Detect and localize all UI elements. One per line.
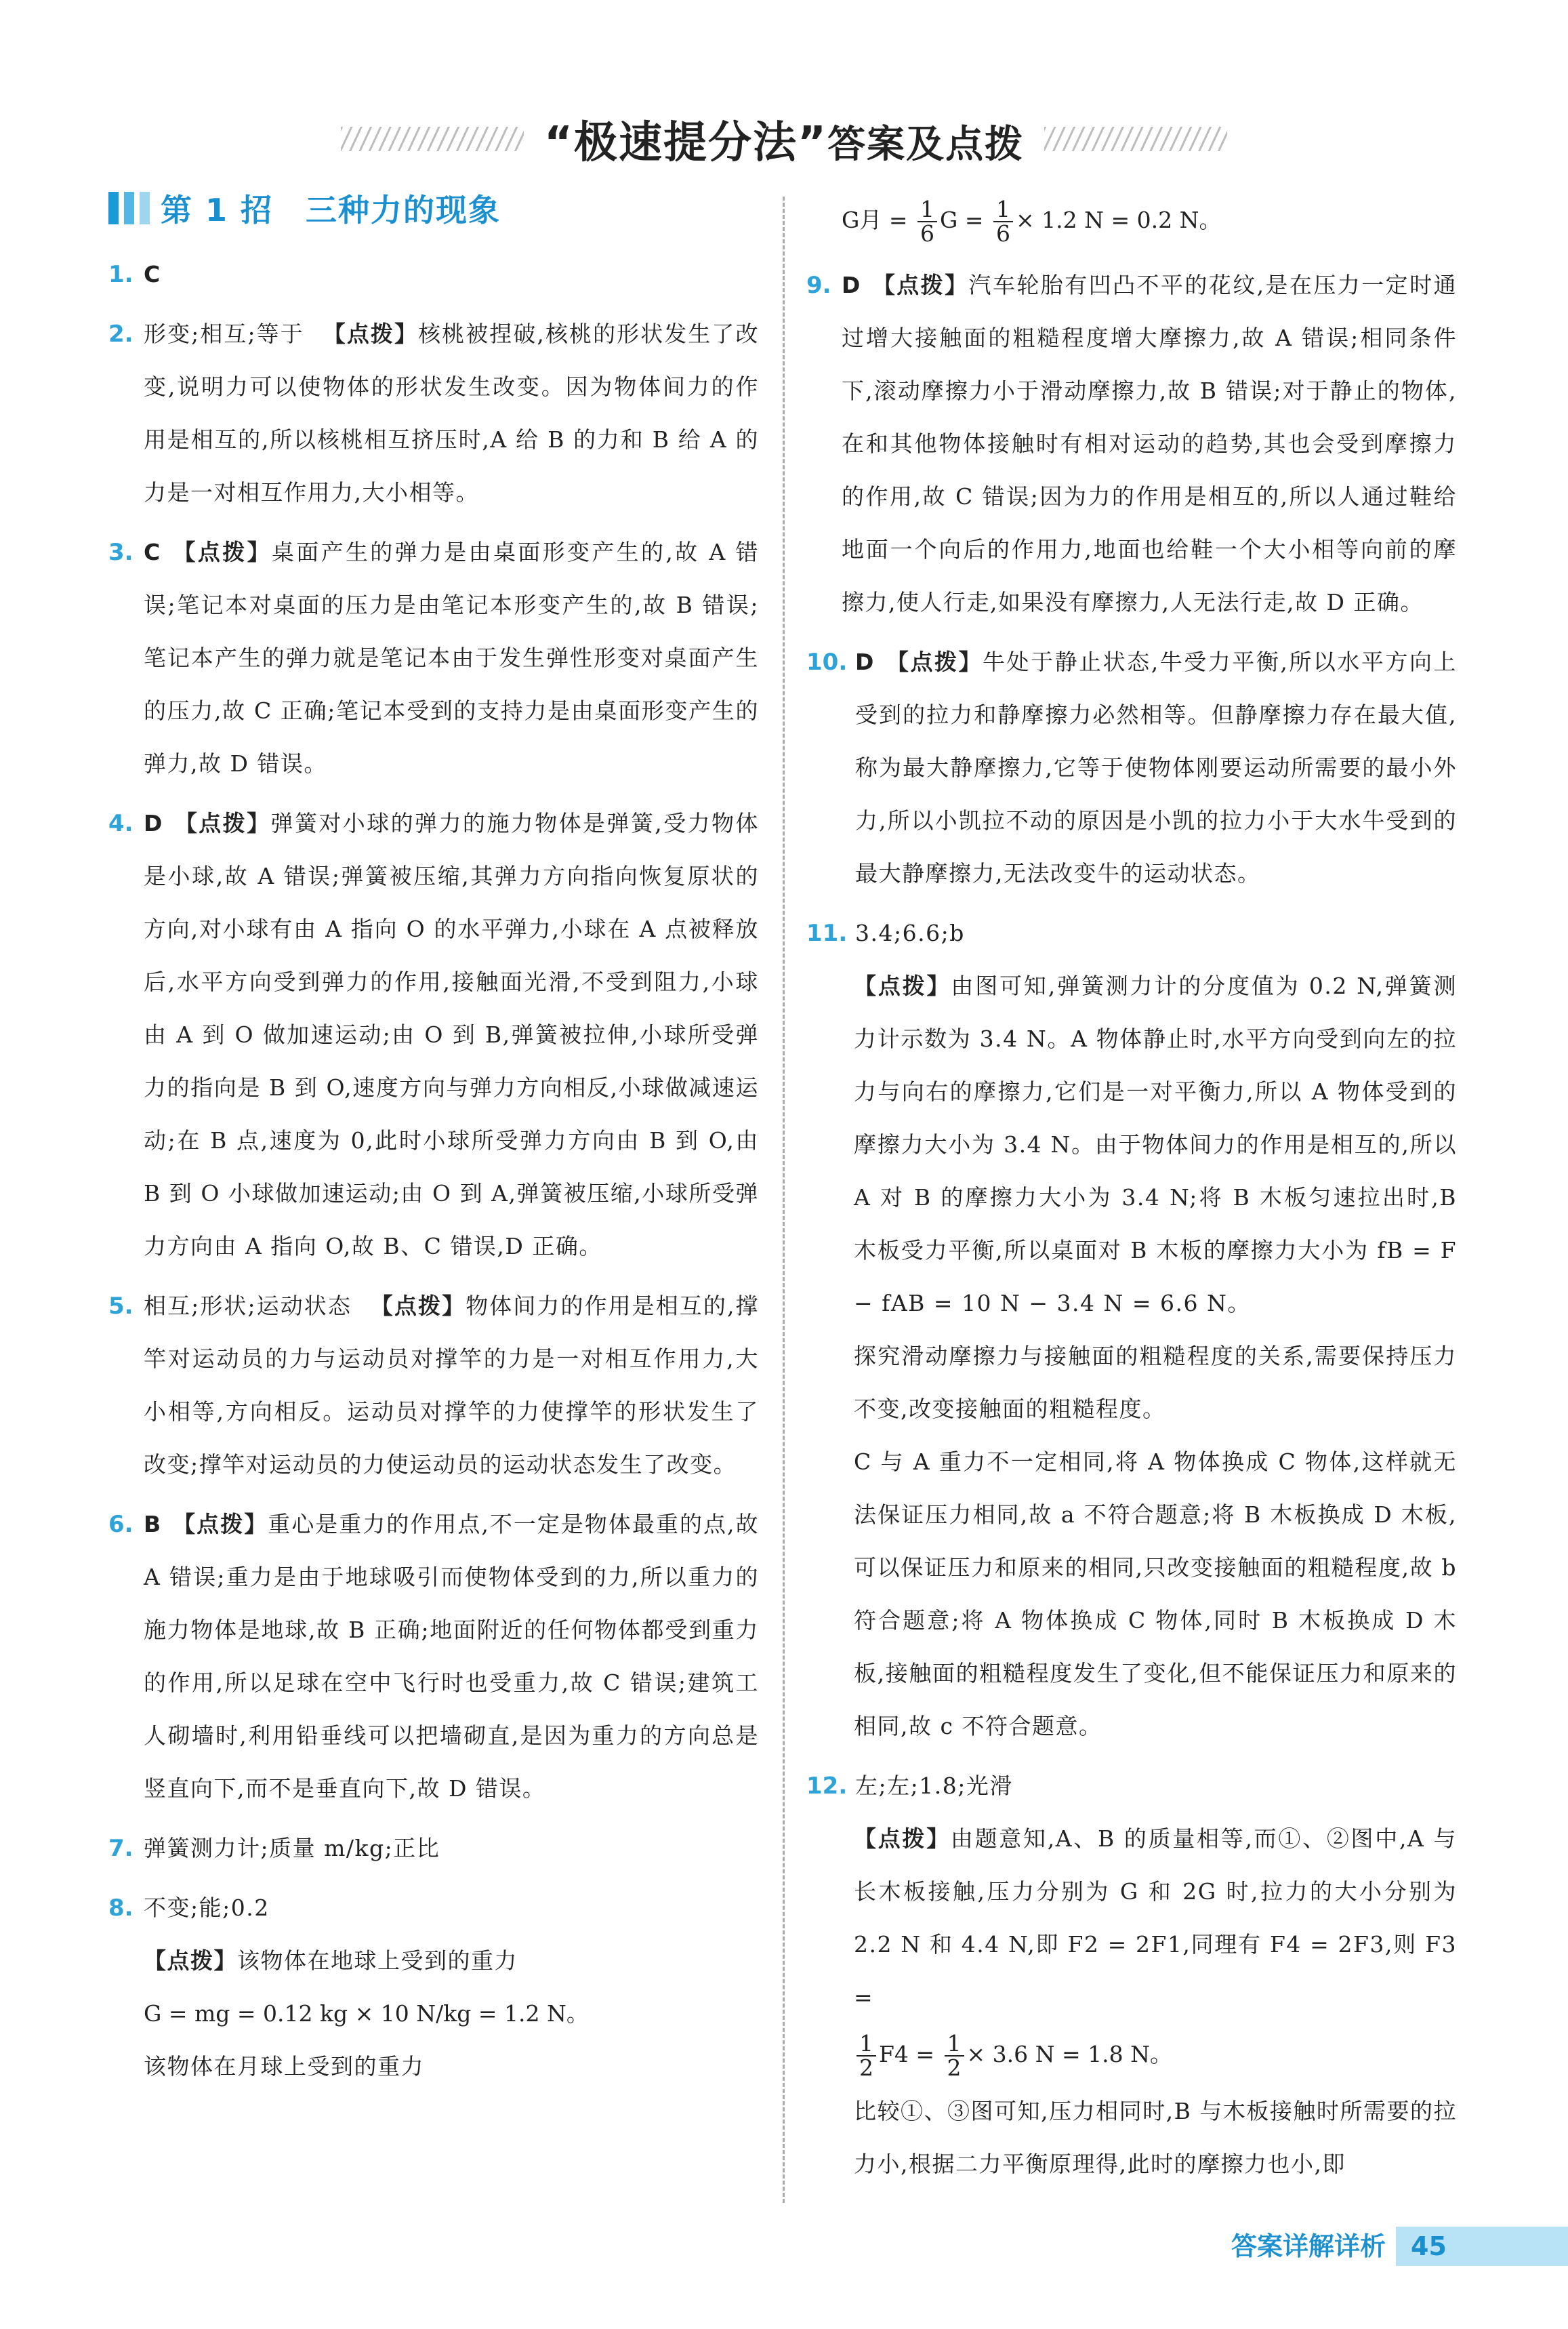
fraction [945,2032,964,2080]
item-number: 3. [108,539,133,566]
answer-item-4 [108,797,759,1273]
denominator: 6 [996,220,1011,247]
item-number: 1. [108,261,133,288]
section-bars-icon [108,192,150,224]
page-header [0,102,1568,176]
fraction [917,198,937,245]
item-number: 10. [806,649,848,676]
page-number: 45 [1396,2227,1568,2266]
item-number: 11. [806,920,848,947]
item-number: 12. [806,1773,848,1800]
item-11-para2: 探究滑动摩擦力与接触面的粗糙程度的关系,需要保持压力不变,改变接触面的粗糙程度。 [854,1343,1457,1422]
explanation: 汽车轮胎有凹凸不平的花纹,是在压力一定时通过增大接触面的粗糙程度增大摩擦力,故 A 错误;相同条件下,滚动摩擦力小于滑动摩擦力,故 B 错误;对于静止的物体,在和其他物体接触时有相对运动的趋势,其也会受到摩擦力的作用,故 C 错误;因为力的作用是相互的,所以人通过鞋给地面一个向后的作用力,地面也给鞋一个大小相等向前的摩擦力,使人行走,如果没有摩擦力,人无法行走,故 D 正确。 [842,272,1457,615]
fraction [857,2032,876,2080]
explanation: 由图可知,弹簧测力计的分度值为 0.2 N,弹簧测力计示数为 3.4 N。A 物体静止时,水平方向受到向左的拉力与向右的摩擦力,它们是一对平衡力,所以 A 物体受到的摩擦力大小为 3.4 N。由于物体间力的作用是相互的,所以 A 对 B 的摩擦力大小为 3.4 N;将 B 木板匀速拉出时,B 木板受力平衡,所以桌面对 B 木板的摩擦力大小为 fB = F − fAB = 10 N − 3.4 N = 6.6 N。 [854,973,1457,1316]
denominator: 2 [859,2054,873,2081]
header-hatch-left [341,127,524,151]
explanation: 由题意知,A、B 的质量相等,而①、②图中,A 与长木板接触,压力分别为 G 和 2G 时,拉力的大小分别为 2.2 N 和 4.4 N,即 F2 = 2F1,同理有 F4 = 2F3,则 F3 = [854,1825,1457,2010]
tip-label: 【点拨】 [323,321,419,347]
section-title [108,178,759,239]
answer-item-7 [108,1822,759,1875]
item-number: 6. [108,1511,133,1538]
item-number: 5. [108,1293,133,1320]
item-number: 9. [806,272,831,299]
answer-item-2 [108,308,759,519]
answer: D [842,272,861,298]
explanation: 该物体在地球上受到的重力 [237,1947,518,1974]
header-subtitle: 答案及点拨 [827,123,1025,167]
item-number: 8. [108,1895,133,1922]
answer: C [144,261,161,287]
explanation: 桌面产生的弹力是由桌面形变产生的,故 A 错误;笔记本对桌面的压力是由笔记本形变产生的,故 B 错误;笔记本产生的弹力就是笔记本由于发生弹性形变对桌面产生的压力,故 C 正确;笔记本受到的支持力是由桌面形变产生的弹力,故 D 错误。 [144,539,759,777]
answer: 3.4;6.6;b [855,920,965,946]
item-12-para2: 比较①、③图可知,压力相同时,B 与木板接触时所需要的拉力小,根据二力平衡原理得,此时的摩擦力也小,即 [854,2098,1457,2177]
tip-label: 【点拨】 [370,1293,466,1319]
fraction [993,198,1013,245]
tip-label: 【点拨】 [173,810,271,836]
left-column [108,178,759,2093]
formula-end: × 3.6 N = 1.8 N。 [966,2041,1173,2067]
tip-label: 【点拨】 [172,1511,268,1537]
answer: B [144,1511,162,1537]
formula-mid: F4 = [879,2041,935,2067]
tip-label: 【点拨】 [885,649,983,675]
numerator: 1 [857,2032,876,2057]
answer: 左;左;1.8;光滑 [855,1773,1013,1799]
answer: 形变;相互;等于 [144,321,304,347]
header-hatch-right [1044,127,1227,151]
numerator: 1 [917,198,937,222]
right-column [806,190,1457,2191]
answer: D [855,649,875,675]
numerator: 1 [945,2032,964,2057]
answer: 不变;能;0.2 [144,1895,270,1921]
answer: 弹簧测力计;质量 m/kg;正比 [144,1835,440,1861]
item-number: 4. [108,810,133,837]
answer-item-3 [108,526,759,790]
answer-item-6 [108,1498,759,1815]
tip-label: 【点拨】 [871,272,969,298]
explanation: 物体间力的作用是相互的,撑竿对运动员的力与运动员对撑竿的力是一对相互作用力,大小相等,方向相反。运动员对撑竿的力使撑竿的形状发生了改变;撑竿对运动员的力使运动员的运动状态发生了改变。 [144,1293,760,1478]
item-8-formula: G = mg = 0.12 kg × 10 N/kg = 1.2 N。 [144,2000,589,2027]
answer-item-8 [108,1882,759,1935]
item-number: 2. [108,321,133,348]
explanation: 牛处于静止状态,牛受力平衡,所以水平方向上受到的拉力和静摩擦力必然相等。但静摩擦力存在最大值,称为最大静摩擦力,它等于使物体刚要运动所需要的最小外力,所以小凯拉不动的原因是小凯的拉力小于大水牛受到的最大静摩擦力,无法改变牛的运动状态。 [855,649,1457,887]
answer-item-9 [806,259,1457,629]
header-title [544,108,1024,170]
item-8-text2: 该物体在月球上受到的重力 [144,2053,424,2080]
tip-label: 【点拨】 [171,539,272,565]
explanation: 重心是重力的作用点,不一定是物体最重的点,故 A 错误;重力是由于地球吸引而使物体受到的力,所以重力的施力物体是地球,故 B 正确;地面附近的任何物体都受到重力的作用,所以足球在空中飞行时也受重力,故 C 错误;建筑工人砌墙时,利用铅垂线可以把墙砌直,是因为重力的方向总是竖直向下,而不是垂直向下,故 D 错误。 [144,1511,760,1802]
answer-item-1 [108,248,759,301]
formula-lhs: G月 = [842,207,908,233]
answer-item-12 [806,1760,1457,1812]
explanation: 弹簧对小球的弹力的施力物体是弹簧,受力物体是小球,故 A 错误;弹簧被压缩,其弹力方向指向恢复原状的方向,对小球有由 A 指向 O 的水平弹力,小球在 A 点被释放后,水平方向受到弹力的作用,接触面光滑,不受到阻力,小球由 A 到 O 做加速运动;由 O 到 B,弹簧被拉伸,小球所受弹力的指向是 B 到 O,速度方向与弹力方向相反,小球做减速运动;在 B 点,速度为 0,此时小球所受弹力方向由 B 到 O,由 B 到 O 小球做加速运动;由 O 到 A,弹簧被压缩,小球所受弹力方向由 A 指向 O,故 B、C 错误,D 正确。 [144,810,759,1259]
answer: D [144,810,163,836]
item-12-tip [854,1812,1457,2024]
answer: 相互;形状;运动状态 [144,1293,352,1319]
item-8-moon-formula [842,190,1457,251]
denominator: 6 [920,220,935,247]
numerator: 1 [993,198,1013,222]
answer-item-11 [806,907,1457,960]
formula-end: × 1.2 N = 0.2 N。 [1016,207,1222,233]
answer-item-5 [108,1280,759,1491]
item-11-tip [854,960,1457,1330]
answer: C [144,539,161,565]
answer-item-10 [806,636,1457,900]
tip-label: 【点拨】 [854,1825,951,1852]
tip-label: 【点拨】 [144,1947,237,1974]
footer-label: 答案详解详析 [1231,2231,1386,2261]
item-11-para3: C 与 A 重力不一定相同,将 A 物体换成 C 物体,这样就无法保证压力相同,故 a 不符合题意;将 B 木板换成 D 木板,可以保证压力和原来的相同,只改变接触面的粗糙程度,故 b 符合题意;将 A 物体换成 C 物体,同时 B 木板换成 D 木板,接触面的粗糙程度发生了变化,但不能保证压力和原来的相同,故 c 不符合题意。 [854,1449,1457,1739]
item-12-formula [854,2024,1457,2085]
header-title-main: “极速提分法” [543,118,828,168]
explanation: 核桃被捏破,核桃的形状发生了改变,说明力可以使物体的形状发生改变。因为物体间力的作用是相互的,所以核桃相互挤压时,A 给 B 的力和 B 给 A 的力是一对相互作用力,大小相等。 [144,321,759,506]
tip-label: 【点拨】 [854,973,951,999]
section-title-text: 第 1 招 三种力的现象 [161,192,501,228]
formula-mid: G = [940,207,984,233]
column-divider [783,197,785,2203]
denominator: 2 [947,2054,962,2081]
item-number: 7. [108,1835,133,1862]
item-8-tip [144,1935,759,1987]
